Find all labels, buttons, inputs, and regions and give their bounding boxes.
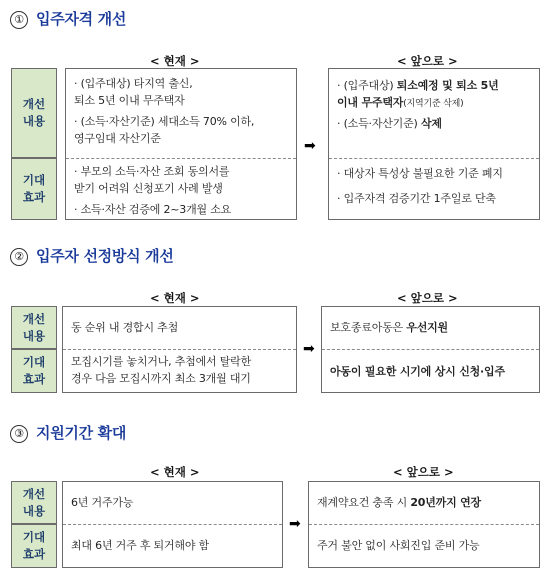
divider [309, 524, 539, 525]
future-improve-prefix: 재계약요건 충족 시 [317, 496, 411, 509]
future-improve-prefix: · (소득·자산기준) [337, 117, 421, 130]
current-header: < 현재 > [150, 291, 200, 305]
section-number: ③ [10, 425, 28, 443]
future-box-2 [321, 306, 540, 393]
future-header: < 앞으로 > [397, 291, 458, 305]
future-improve-cell [330, 320, 533, 337]
current-effect-item: · 부모의 소득·자산 조회 동의서를 받기 어려워 신청포기 사례 발생 [74, 165, 230, 195]
current-header: < 현재 > [150, 465, 200, 479]
current-header: < 현재 > [150, 54, 200, 68]
section-3-title-text: 지원기간 확대 [36, 424, 127, 442]
future-effect-item: · 입주자격 검증기간 1주일로 단축 [337, 191, 496, 205]
current-improve-cell [74, 76, 290, 152]
future-effect-cell [337, 166, 533, 212]
future-improve-prefix: 보호종료아동은 [330, 321, 407, 334]
improve-label: 개선 내용 [11, 68, 57, 158]
section-3-title [10, 422, 126, 443]
improve-label: 개선 내용 [11, 481, 57, 524]
section-1-title [10, 8, 126, 29]
arrow-icon: ➡ [303, 341, 315, 357]
future-box-3 [308, 481, 540, 568]
future-improve-item [337, 78, 533, 111]
divider [63, 349, 296, 350]
effect-label: 기대 효과 [11, 349, 57, 393]
future-improve-prefix: · (입주대상) [337, 79, 397, 92]
future-effect-cell: 주거 불안 없이 사회진입 준비 가능 [317, 539, 480, 552]
future-improve-bold: 삭제 [420, 117, 442, 130]
current-effect-cell: 모집시기를 놓치거나, 추첨에서 탈락한 경우 다음 모집시까지 최소 3개월 대기 [71, 355, 252, 385]
divider [66, 158, 296, 159]
divider [63, 524, 282, 525]
current-improve-item: · (소득·자산기준) 세대소득 70% 이하, 영구임대 자산기준 [74, 115, 255, 145]
future-improve-note: (지역기준 삭제) [403, 98, 464, 109]
section-number: ① [10, 11, 28, 29]
section-2-title-text: 입주자 선정방식 개선 [36, 247, 174, 265]
section-1-title-text: 입주자격 개선 [36, 10, 127, 28]
future-improve-item [337, 116, 533, 133]
current-improve-item: · (입주대상) 타지역 출신, 퇴소 5년 이내 무주택자 [74, 77, 193, 107]
divider [322, 349, 539, 350]
current-effect-cell [74, 164, 290, 224]
arrow-icon: ➡ [304, 138, 316, 154]
current-effect-item: · 소득·자산 검증에 2~3개월 소요 [74, 203, 232, 216]
future-header: < 앞으로 > [393, 465, 454, 479]
future-header: < 앞으로 > [397, 54, 458, 68]
future-effect-item: · 대상자 특성상 불필요한 기준 폐지 [337, 167, 503, 180]
current-box-2 [62, 306, 297, 393]
current-box-3 [62, 481, 283, 568]
future-improve-bold: 20년까지 연장 [410, 496, 481, 509]
section-2-title [10, 245, 174, 266]
arrow-icon: ➡ [289, 516, 301, 532]
effect-label: 기대 효과 [11, 524, 57, 568]
future-improve-bold: 퇴소예정 및 퇴소 5년 이내 무주택자 [337, 79, 499, 109]
future-improve-cell [317, 495, 533, 512]
improve-label: 개선 내용 [11, 306, 57, 349]
current-improve-cell: 6년 거주가능 [71, 496, 134, 509]
effect-label: 기대 효과 [11, 158, 57, 220]
divider [329, 158, 539, 159]
future-box-1 [328, 68, 540, 220]
current-improve-cell: 동 순위 내 경합시 추첨 [71, 321, 179, 334]
future-improve-bold: 우선지원 [406, 321, 448, 334]
section-number: ② [10, 248, 28, 266]
future-effect-cell: 아동이 필요한 시기에 상시 신청·입주 [330, 365, 505, 378]
future-improve-cell [337, 78, 533, 138]
current-box-1 [65, 68, 297, 220]
current-effect-cell: 최대 6년 거주 후 퇴거해야 함 [71, 539, 209, 552]
